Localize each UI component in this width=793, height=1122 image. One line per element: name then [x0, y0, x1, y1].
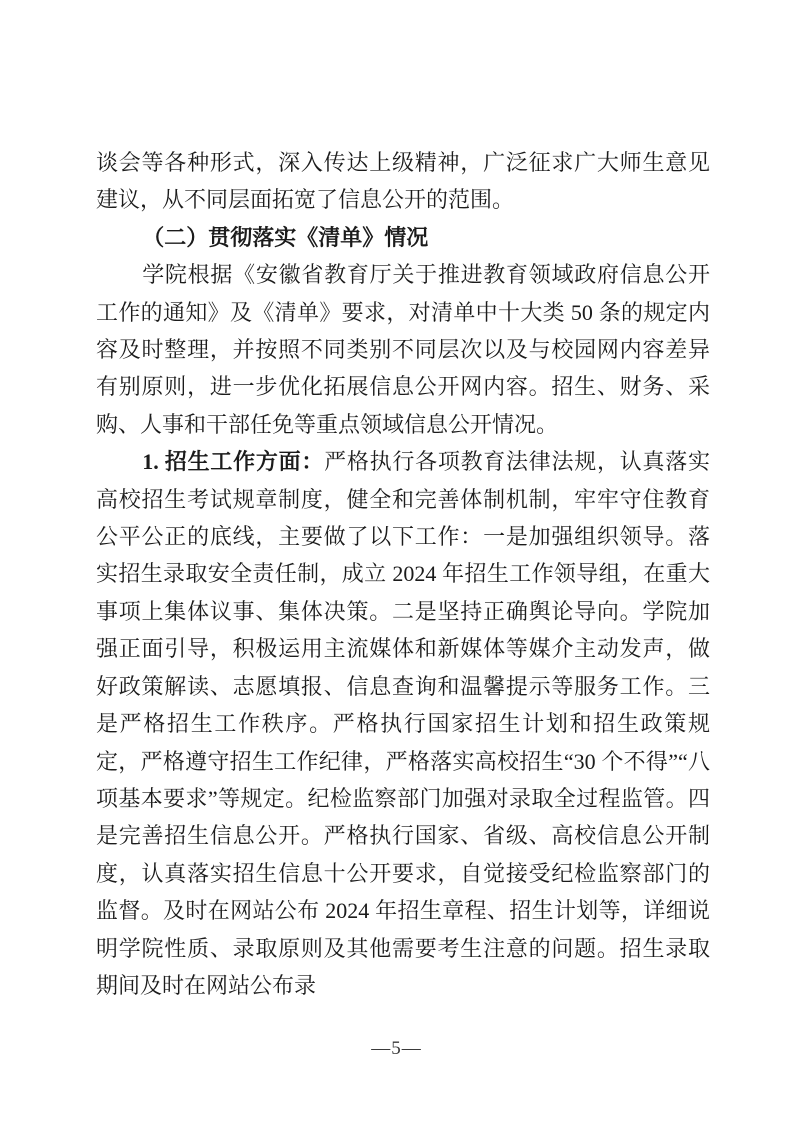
page-number: —5— [371, 1038, 422, 1059]
paragraph-continuation: 谈会等各种形式，深入传达上级精神，广泛征求广大师生意见建议，从不同层面拓宽了信息公开的范围。 [96, 150, 710, 213]
document-body [96, 144, 710, 1004]
paragraph-admissions-text: 严格执行各项教育法律法规，认真落实高校招生考试规章制度，健全和完善体制机制，牢牢守住教育公平公正的底线，主要做了以下工作：一是加强组织领导。落实招生录取安全责任制，成立 2024 年招生工作领导组，在重大事项上集体议事、集体决策。二是坚持正确舆论导向。学院加强正面引导，积极运用主流媒体和新媒体等媒介主动发声，做好政策解读、志愿填报、信息查询和温馨提示等服务工作。三是严格招生工作秩序。严格执行国家招生计划和招生政策规定，严格遵守招生工作纪律，严格落实高校招生“30 个不得”“八项基本要求”等规定。纪检监察部门加强对录取全过程监管。四是完善招生信息公开。严格执行国家、省级、高校信息公开制度，认真落实招生信息十公开要求，自觉接受纪检监察部门的监督。及时在网站公布 2024 年招生章程、招生计划等，详细说明学院性质、录取原则及其他需要考生注意的问题。招生录取期间及时在网站公布录 [96, 449, 710, 998]
paragraph-policy: 学院根据《安徽省教育厅关于推进教育领域政府信息公开工作的通知》及《清单》要求，对清单中十大类 50 条的规定内容及时整理，并按照不同类别不同层次以及与校园网内容差异有别原则，进一步优化拓展信息公开网内容。招生、财务、采购、人事和干部任免等重点领域信息公开情况。 [96, 262, 710, 437]
paragraph-admissions-lead: 1. 招生工作方面： [142, 449, 325, 475]
section-heading: （二）贯彻落实《清单》情况 [142, 224, 429, 250]
page-footer [0, 1036, 793, 1062]
paragraph-admissions [96, 443, 710, 1004]
